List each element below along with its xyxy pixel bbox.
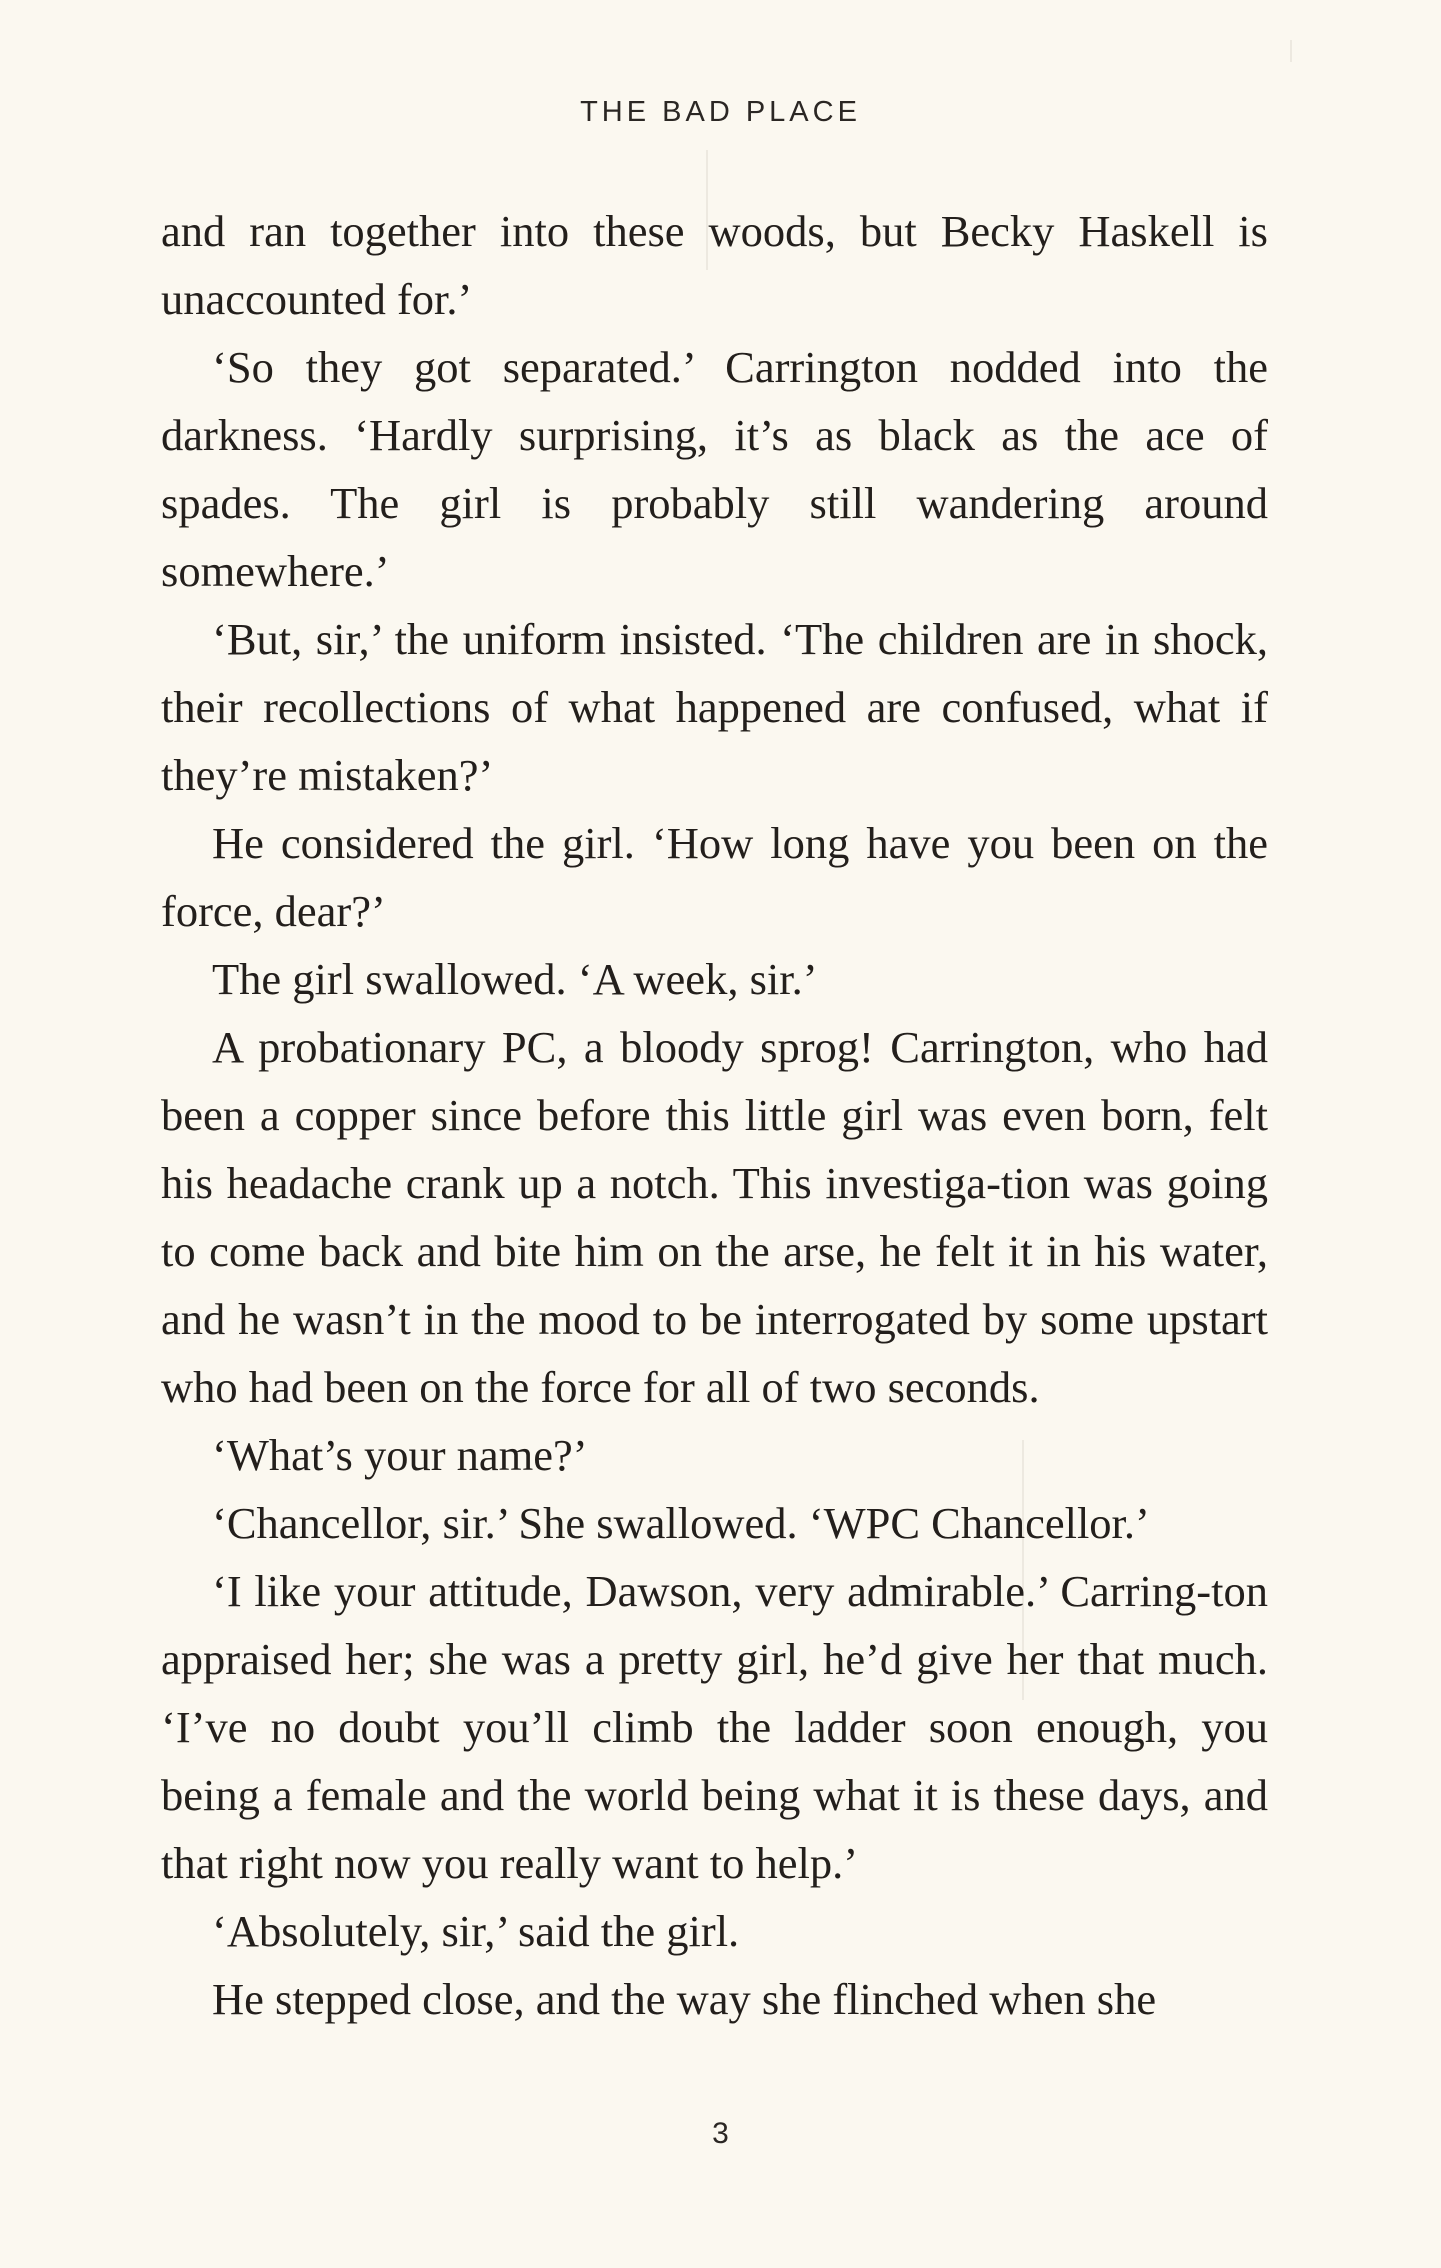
paragraph: The girl swallowed. ‘A week, sir.’	[212, 954, 818, 1004]
paragraph: ‘Absolutely, sir,’ said the girl.	[212, 1906, 740, 1956]
paragraph: ‘Chancellor, sir.’ She swallowed. ‘WPC Chancellor.’	[212, 1498, 1150, 1548]
paragraph: and ran together into these woods, but Becky Haskell is unaccounted for.’	[161, 206, 1268, 324]
paragraph: ‘But, sir,’ the uniform insisted. ‘The children are in shock, their recollections of what happened are confused, what if they’re mistaken?’	[161, 614, 1268, 800]
paragraph: ‘I like your attitude, Dawson, very admirable.’ Carring-ton appraised her; she was a pretty girl, he’d give her that much. ‘I’ve no doubt you’ll climb the ladder soon enough, you being a female and the world being what it is these days, and that right now you really want to help.’	[161, 1566, 1268, 1888]
body-text	[161, 197, 1268, 2033]
paragraph: A probationary PC, a bloody sprog! Carrington, who had been a copper since before this little girl was even born, felt his headache crank up a notch. This investiga-tion was going to come back and bite him on the arse, he felt it in his water, and he wasn’t in the mood to be interrogated by some upstart who had been on the force for all of two seconds.	[161, 1022, 1268, 1412]
paragraph: He considered the girl. ‘How long have you been on the force, dear?’	[161, 818, 1268, 936]
paragraph: He stepped close, and the way she flinched when she	[212, 1974, 1157, 2024]
paper-speck-mark	[1290, 40, 1292, 62]
page-number: 3	[712, 2117, 729, 2150]
running-head-title: THE BAD PLACE	[580, 96, 861, 128]
paragraph: ‘What’s your name?’	[212, 1430, 588, 1480]
paragraph: ‘So they got separated.’ Carrington nodded into the darkness. ‘Hardly surprising, it’s as black as the ace of spades. The girl is probably still wandering around somewhere.’	[161, 342, 1268, 596]
